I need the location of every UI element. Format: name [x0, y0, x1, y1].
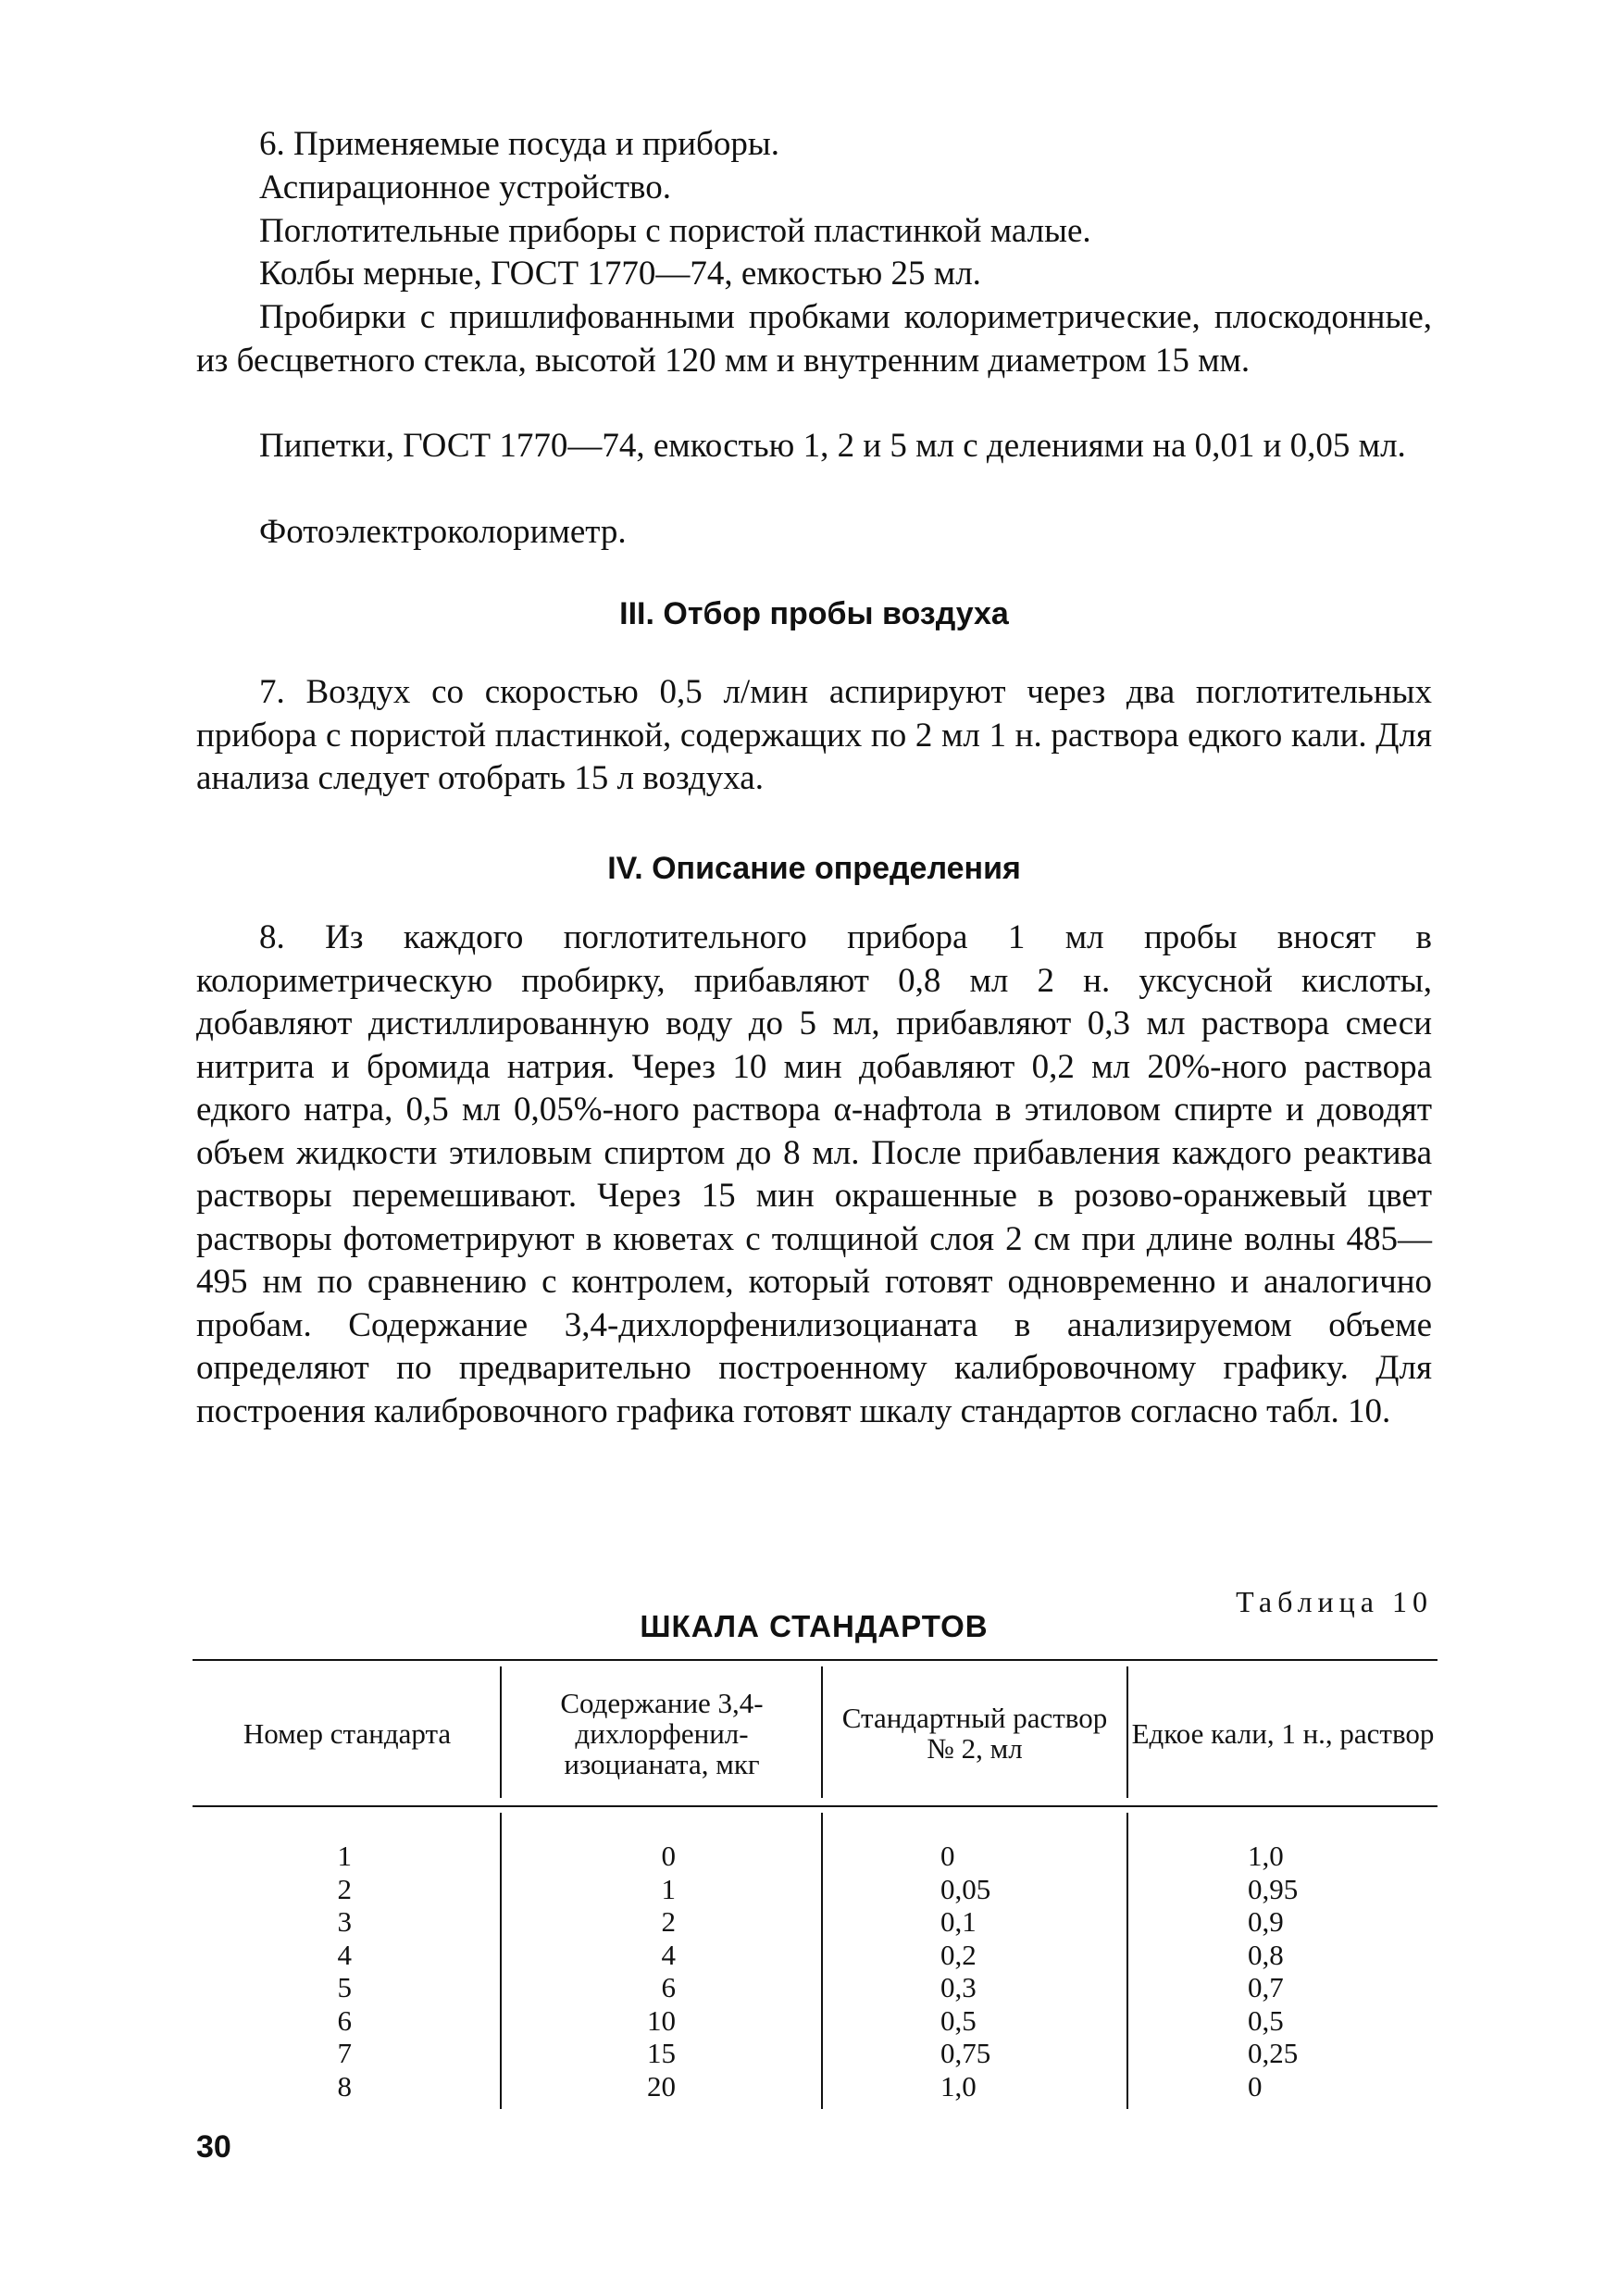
table-cell-content-mkg: 10: [647, 2003, 676, 2037]
table-cell-koh-solution: 0,9: [1248, 1905, 1284, 1938]
table-top-rule: [193, 1659, 1438, 1661]
table-cell-standard-ml: 0,2: [940, 1938, 977, 1971]
table-header-cell: Номер стандарта: [243, 1716, 452, 1750]
table-cell-number: 8: [337, 2069, 352, 2103]
table-cell-koh-solution: 0: [1248, 2069, 1263, 2103]
table-title: ШКАЛА СТАНДАРТОВ: [640, 1609, 989, 1643]
table-cell-content-mkg: 20: [647, 2069, 676, 2103]
table-cell-standard-ml: 0,75: [940, 2037, 991, 2069]
table-cell-number: 6: [337, 2003, 352, 2037]
equipment-item: Фотоэлектроколориметр.: [259, 513, 627, 551]
equipment-item: Колбы мерные, ГОСТ 1770—74, емкостью 25 мл.: [259, 255, 981, 293]
table-cell-number: 4: [337, 1938, 352, 1971]
table-label: Таблица 10: [1236, 1585, 1433, 1618]
page-number: 30: [196, 2129, 231, 2165]
section6-heading-item: 6. Применяемые посуда и приборы.: [259, 125, 779, 163]
table-column-divider: [1126, 1666, 1128, 1798]
table-column-divider: [500, 1666, 502, 1798]
section3-title: III. Отбор пробы воздуха: [619, 596, 1009, 631]
table-cell-standard-ml: 0,5: [940, 2003, 977, 2037]
table-cell-content-mkg: 0: [661, 1840, 676, 1872]
table-header-rule: [193, 1805, 1438, 1807]
table-column-divider: [500, 1813, 502, 2109]
table-cell-standard-ml: 0: [940, 1840, 955, 1872]
table-header-cell: Стандартный раствор № 2, мл: [841, 1702, 1108, 1765]
equipment-item: Поглотительные приборы с пористой пластинкой малые.: [259, 212, 1091, 250]
table-cell-content-mkg: 2: [661, 1905, 676, 1938]
table-cell-koh-solution: 0,7: [1248, 1971, 1284, 2003]
table-cell-content-mkg: 15: [647, 2037, 676, 2069]
table-cell-koh-solution: 1,0: [1248, 1840, 1284, 1872]
table-cell-number: 2: [337, 1872, 352, 1905]
table-cell-standard-ml: 0,3: [940, 1971, 977, 2003]
table-cell-standard-ml: 0,1: [940, 1905, 977, 1938]
table-cell-koh-solution: 0,95: [1248, 1872, 1299, 1905]
table-cell-content-mkg: 6: [661, 1971, 676, 2003]
table-cell-koh-solution: 0,25: [1248, 2037, 1299, 2069]
table-cell-number: 7: [337, 2037, 352, 2069]
table-cell-standard-ml: 1,0: [940, 2069, 977, 2103]
equipment-item: Аспирационное устройство.: [259, 168, 671, 206]
table-column-divider: [821, 1666, 823, 1798]
table-column-divider: [1126, 1813, 1128, 2109]
equipment-item: Пипетки, ГОСТ 1770—74, емкостью 1, 2 и 5 мл с делениями на 0,01 и 0,05 мл.: [259, 427, 1406, 465]
section4-title: IV. Описание определения: [607, 851, 1021, 886]
table-column-divider: [821, 1813, 823, 2109]
table-cell-koh-solution: 0,5: [1248, 2003, 1284, 2037]
table-header-cell: Едкое кали, 1 н., раствор: [1131, 1716, 1435, 1750]
table-cell-content-mkg: 1: [661, 1872, 676, 1905]
table-cell-number: 5: [337, 1971, 352, 2003]
equipment-item: Пробирки с пришлифованными пробками колориметрические, плоскодонные, из бесцветного стекла, высотой 120 мм и внутренним диаметром 15 мм.: [196, 298, 1432, 380]
table-cell-koh-solution: 0,8: [1248, 1938, 1284, 1971]
table-cell-standard-ml: 0,05: [940, 1872, 991, 1905]
table-cell-content-mkg: 4: [661, 1938, 676, 1971]
table-cell-number: 1: [337, 1840, 352, 1872]
table-header-cell: Содержание 3,4-дихлорфенил-изоцианата, мкг: [560, 1686, 764, 1780]
section3-paragraph: 7. Воздух со скоростью 0,5 л/мин аспирируют через два поглотительных прибора с пористой пластинкой, содержащих по 2 мл 1 н. раствора едкого кали. Для анализа следует отобрать 15 л воздуха.: [196, 673, 1432, 797]
section4-paragraph: 8. Из каждого поглотительного прибора 1 мл пробы вносят в колориметрическую пробирку, прибавляют 0,8 мл 2 н. уксусной кислоты, добавляют дистиллированную воду до 5 мл, прибавляют 0,3 мл раствора смеси нитрита и бромида натрия. Через 10 мин добавляют 0,2 мл 20%-ного раствора едкого натра, 0,5 мл 0,05%-ного раствора α-нафтола в этиловом спирте и доводят объем жидкости этиловым спиртом до 8 мл. После прибавления каждого реактива растворы перемешивают. Через 15 мин окрашенные в розово-оранжевый цвет растворы фотометрируют в кюветах с толщиной слоя 2 см при длине волны 485—495 нм по сравнению с контролем, который готовят одновременно и аналогично пробам. Содержание 3,4-дихлорфенилизоцианата в анализируемом объеме определяют по предварительно построенному калибровочному графику. Для построения калибровочного графика готовят шкалу стандартов согласно табл. 10.: [196, 918, 1432, 1430]
table-cell-number: 3: [337, 1905, 352, 1938]
